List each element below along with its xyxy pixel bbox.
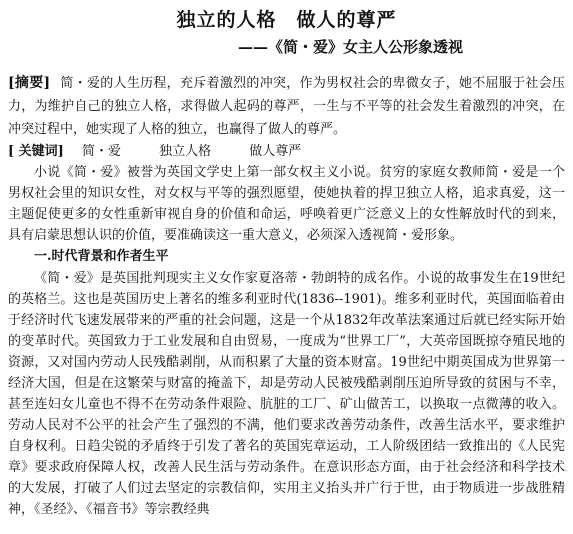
section-heading: 一.时代背景和作者生平 <box>34 249 169 264</box>
section-paragraph: 《简・爱》是英国批判现实主义女作家夏洛蒂・勃朗特的成名作。小说的故事发生在19世纪的英格兰。这也是英国历史上著名的维多利亚时代(1836--1901)。维多利亚时代，英国面临着由于经济时代飞速发展带来的严重的社会问题，这是一个从1832年改革法案通过后就已经实际开始的变革时代。英国致力于工业发展和自由贸易，一度成为“世界工厂”，大英帝国既掠夺殖民地的资源，又对国内劳动人民残酷剥削，从而积累了大量的资本财富。19世纪中期英国成为世界第一经济大国，但是在这繁荣与财富的掩盖下，却是劳动人民被残酷剥削压迫所导致的贫困与不幸，甚至连妇女儿童也不得不在劳动条件艰险、肮脏的工厂、矿山做苦工，以换取一点微薄的收入。劳动人民对不公平的社会产生了强烈的不满，他们要求改善劳动条件，改善生活水平，要求维护自身权利。日趋尖锐的矛盾终于引发了著名的英国宪章运动，工人阶级团结一致推出的《人民宪章》要求政府保障人权，改善人民生活与劳动条件。在意识形态方面，由于社会经济和科学技术的大发展，打破了人们过去坚定的宗教信仰，实用主义抬头并广行于世，由于物质进一步战胜精神，《圣经》、《福音书》等宗教经典 <box>8 271 565 517</box>
keywords-row <box>8 141 565 162</box>
intro-paragraph: 小说《简・爱》被誉为英国文学史上第一部女权主义小说。贫穷的家庭女教师简・爱是一个男权社会里的知识女性，对女权与平等的强烈愿望，使她执着的捍卫独立人格，追求真爱，这一主题促使更多的女性重新审视自身的价值和命运，呼唤着更广泛意义上的女性解放时代的到来，具有启蒙思想认识的价值，要准确读这一重大意义，必须深入透视简・爱形象。 <box>8 165 565 243</box>
abstract-block <box>8 72 565 141</box>
article-title: 独立的人格 做人的尊严 <box>176 9 397 31</box>
article-subtitle: ——《简・爱》女主人公形象透视 <box>237 38 463 56</box>
abstract-label: [摘要] <box>8 75 51 91</box>
keyword-item: 独立人格 <box>159 144 212 159</box>
keyword-item: 做人尊严 <box>249 144 302 159</box>
document-page <box>0 8 573 534</box>
keywords-label: [ 关键词] <box>8 144 64 159</box>
keyword-item: 简・爱 <box>81 144 121 159</box>
abstract-text: 简・爱的人生历程，充斥着激烈的冲突，作为男权社会的卑微女子，她不屈服于社会压力，为维护自己的独立人格，求得做人起码的尊严，一生与不平等的社会发生着激烈的冲突，在冲突过程中，她实现了人格的独立，也赢得了做人的尊严。 <box>8 76 565 137</box>
